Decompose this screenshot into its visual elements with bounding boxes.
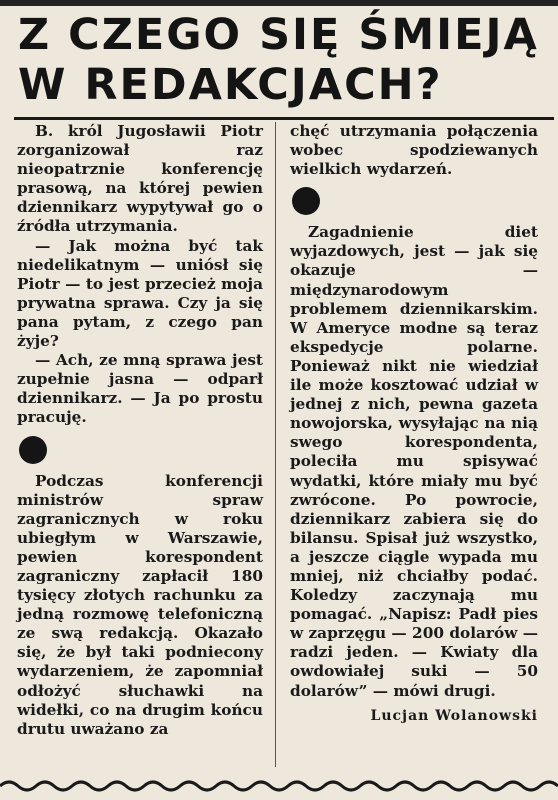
filled-circle-icon: [292, 187, 320, 215]
filled-circle-icon: [19, 436, 47, 464]
author-byline: Lucjan Wolanowski: [370, 707, 538, 724]
paragraph-continuation: chęć utrzymania połączenia wobec spodziewanych wielkich wydarzeń.: [290, 122, 538, 179]
paragraph-king-peter: B. król Jugosławii Piotr zorganizował raz nieopatrznie konferencję prasową, na której pewien dziennikarz wypytywał go o źródła utrzymania.: [17, 122, 263, 236]
article-column-left: [17, 122, 263, 739]
column-divider: [275, 122, 276, 767]
paragraph-warsaw-conference: Podczas konferencji ministrów spraw zagranicznych w roku ubiegłym w Warszawie, pewien korespondent zagraniczny zapłacił 180 tysięcy złotych rachunku za jedną rozmowę telefoniczną ze swą redakcją. Okazało się, że był taki podniecony wydarzeniem, że zapomniał odłożyć słuchawki na widełki, co na drugim końcu drutu uważano za: [17, 471, 263, 738]
article-headline: [18, 10, 548, 110]
top-border-strip: [0, 0, 558, 6]
bottom-wavy-border: [0, 766, 558, 800]
paragraph-journalist-reply: — Ach, ze mną sprawa jest zupełnie jasna — odparł dziennikarz. — Ja po prostu pracuję.: [17, 351, 263, 427]
headline-line-1: Z CZEGO SIĘ ŚMIEJĄ: [18, 10, 539, 60]
paragraph-king-reply: — Jak można być tak niedelikatnym — uniósł się Piotr — to jest przecież moja prywatna sprawa. Czy ja się pana pytam, z czego pan żyje?: [17, 236, 263, 351]
headline-line-2: W REDAKCJACH?: [18, 60, 443, 110]
headline-rule: [14, 117, 554, 120]
paragraph-polar-expedition: Zagadnienie diet wyjazdowych, jest — jak się okazuje — międzynarodowym problemem dziennikarskim. W Ameryce modne są teraz ekspedycje polarne. Ponieważ nikt nie wiedział ile może kosztować udział w jednej z nich, pewna gazeta nowojorska, wysyłając na nią swego korespondenta, poleciła mu spisywać wydatki, które miały mu być zwrócone. Po powrocie, dziennikarz zabiera się do bilansu. Spisał już wszystko, a jeszcze ciągle wypada mu mniej, niż chciałby podać. Koledzy zaczynają mu pomagać. „Napisz: Padł pies w zaprzęgu — 200 dolarów — radzi jeden. — Kwiaty dla owdowiałej suki — 50 dolarów” — mówi drugi.: [290, 223, 538, 700]
article-column-right: [290, 122, 538, 726]
